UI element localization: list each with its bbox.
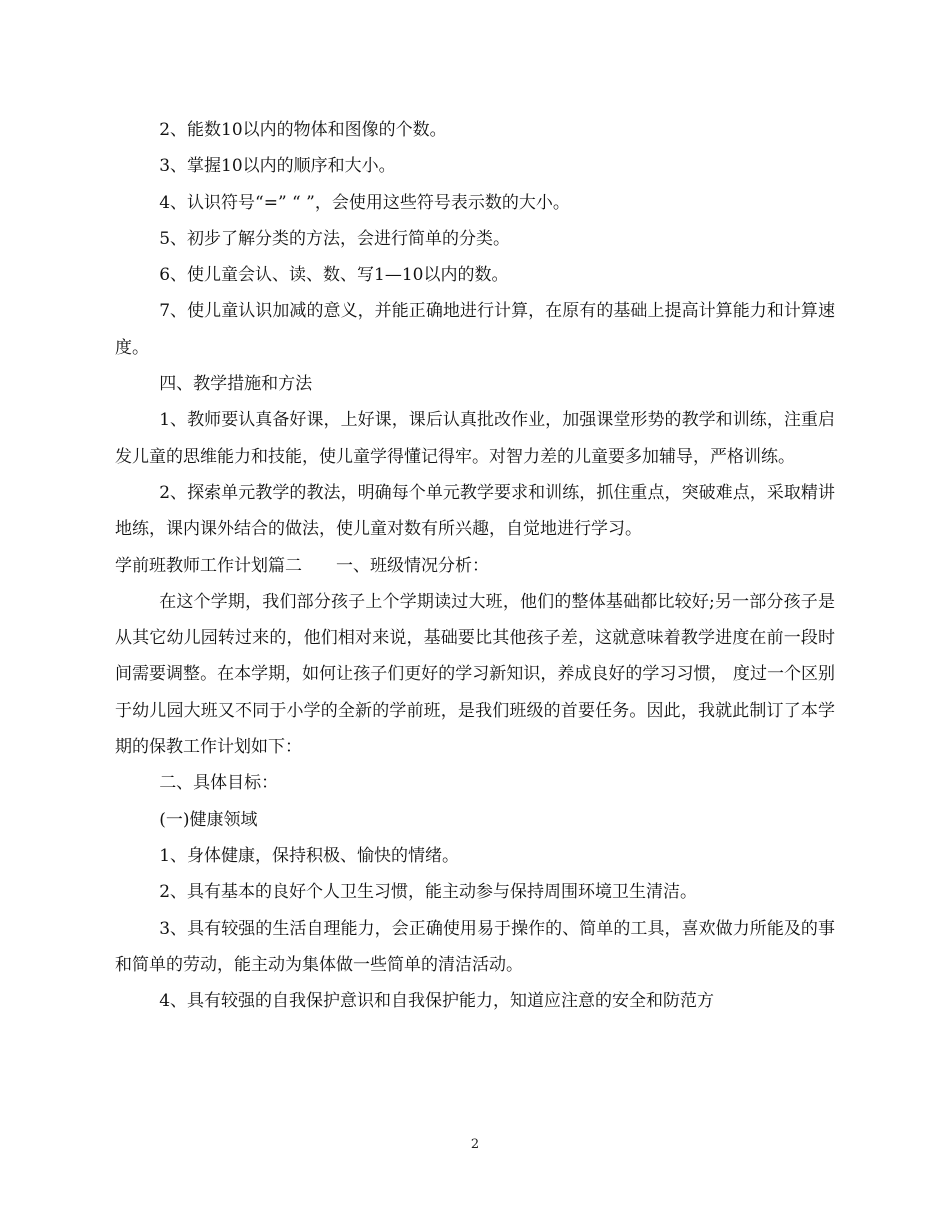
- paragraph-13: 4、具有较强的自我保护意识和自我保护能力，知道应注意的安全和防范方: [159, 991, 715, 1012]
- paragraph-4: 5、初步了解分类的方法，会进行简单的分类。: [159, 228, 511, 249]
- paragraph-1: 2、能数10以内的物体和图像的个数。: [159, 120, 447, 140]
- paragraph-5: 6、使儿童会认、读、数、写1—10以内的数。: [159, 265, 509, 286]
- document-body: [115, 112, 835, 1019]
- paragraph-7: 1、教师要认真备好课，上好课，课后认真批改作业，加强课堂形势的教学和训练，注重启发儿童的思维能力和技能，使儿童学得懂记得牢。对智力差的儿童要多加辅导，严格训练。: [115, 410, 835, 467]
- paragraph-9: 在这个学期，我们部分孩子上个学期读过大班，他们的整体基础都比较好;另一部分孩子是从其它幼儿园转过来的，他们相对来说，基础要比其他孩子差，这就意味着教学进度在前一段时间需要调整。在本学期，如何让孩子们更好的学习新知识，养成良好的学习习惯， 度过一个区别于幼儿园大班又不同于小学的全新的学前班，是我们班级的首要任务。因此，我就此制订了本学期的保教工作计划如下：: [115, 591, 835, 758]
- plan-title-line: 学前班教师工作计划篇二 一、班级情况分析：: [115, 555, 489, 576]
- section-heading-4: 四、教学措施和方法: [159, 374, 313, 395]
- paragraph-8: 2、探索单元教学的教法，明确每个单元教学要求和训练，抓住重点，突破难点，采取精讲地练，课内课外结合的做法，使儿童对数有所兴趣，自觉地进行学习。: [115, 482, 835, 540]
- subsection-heading-health: (一)健康领域: [159, 809, 258, 830]
- paragraph-11: 2、具有基本的良好个人卫生习惯，能主动参与保持周围环境卫生清洁。: [159, 882, 698, 903]
- page-number: 2: [470, 1137, 480, 1152]
- section-heading-2: 二、具体目标：: [159, 773, 279, 794]
- paragraph-6: 7、使儿童认识加减的意义，并能正确地进行计算，在原有的基础上提高计算能力和计算速度。: [115, 301, 835, 358]
- paragraph-12: 3、具有较强的生活自理能力，会正确使用易于操作的、简单的工具，喜欢做力所能及的事和简单的劳动，能主动为集体做一些简单的清洁活动。: [115, 918, 835, 975]
- paragraph-3: 4、认识符号“=” “ ”，会使用这些符号表示数的大小。: [159, 192, 570, 213]
- paragraph-2: 3、掌握10以内的顺序和大小。: [159, 156, 396, 177]
- paragraph-10: 1、身体健康，保持积极、愉快的情绪。: [159, 845, 460, 866]
